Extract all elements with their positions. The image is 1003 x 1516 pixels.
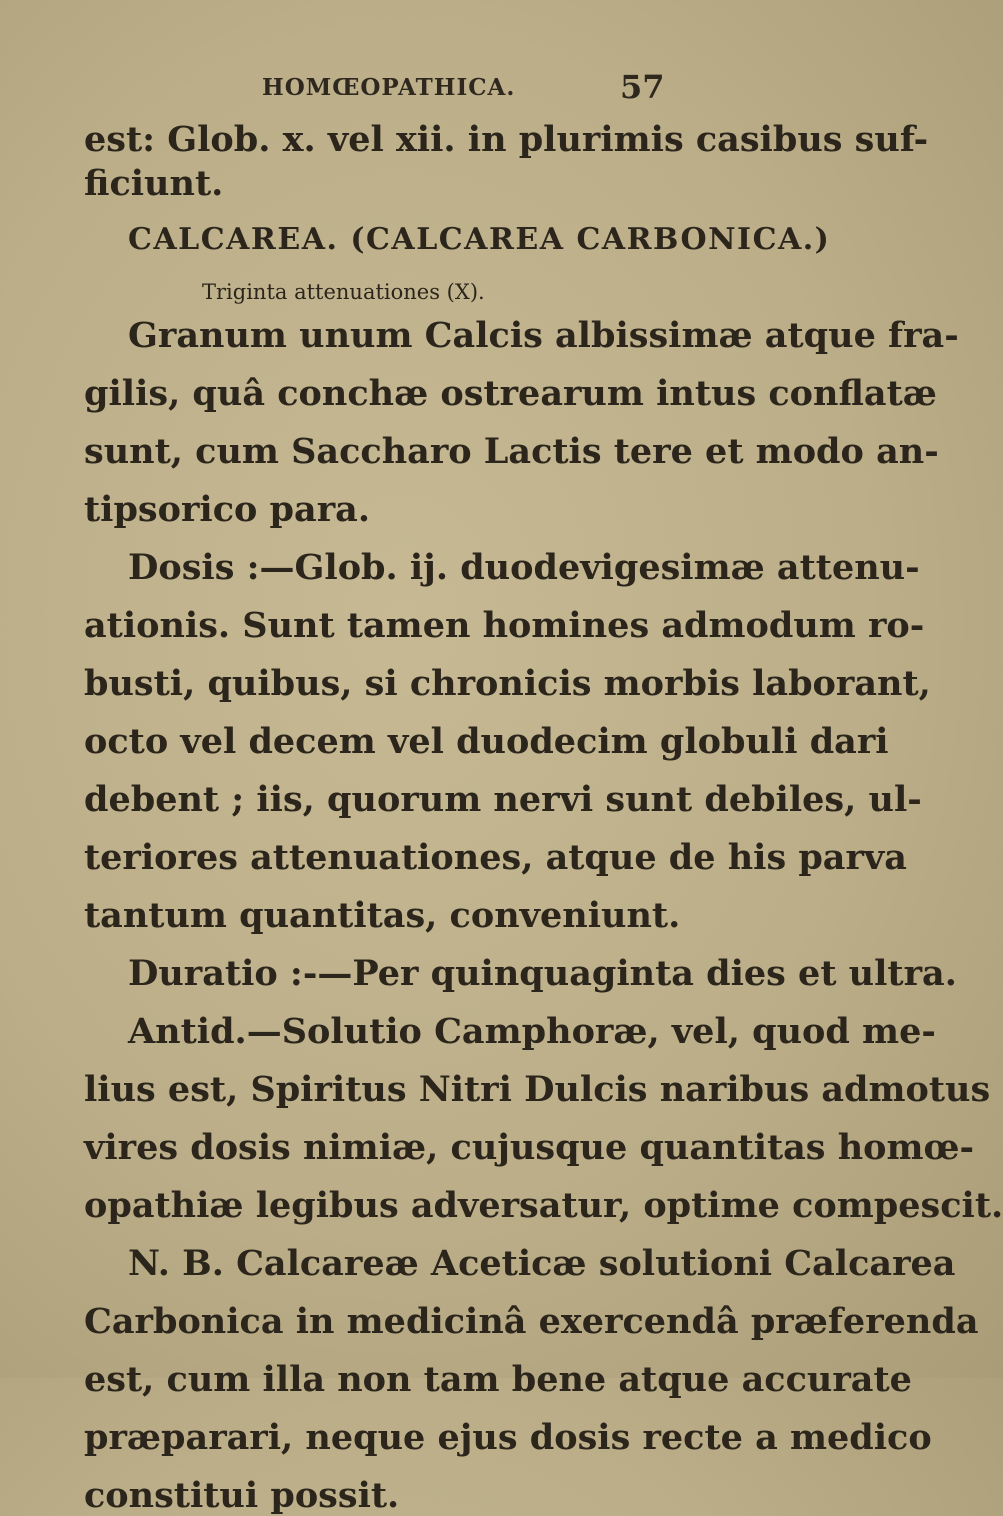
- text-line: tantum quantitas, conveniunt.: [84, 895, 681, 936]
- running-title: HOMŒOPATHICA.: [262, 74, 516, 101]
- page-number: 57: [620, 68, 665, 106]
- text-line: ficiunt.: [84, 163, 224, 204]
- text-line: opathiæ legibus adversatur, optime compescit.: [84, 1185, 1003, 1226]
- section-subheading: Triginta attenuationes (X).: [202, 280, 485, 304]
- text-line: N. B. Calcareæ Aceticæ solutioni Calcarea: [128, 1243, 956, 1284]
- section-heading: CALCAREA. (CALCAREA CARBONICA.): [128, 222, 831, 257]
- text-line: busti, quibus, si chronicis morbis laborant,: [84, 663, 931, 704]
- text-line: constitui possit.: [84, 1475, 400, 1516]
- text-line: lius est, Spiritus Nitri Dulcis naribus admotus: [84, 1069, 991, 1110]
- text-line: octo vel decem vel duodecim globuli dari: [84, 721, 889, 762]
- text-line: Duratio :-—Per quinquaginta dies et ultra.: [128, 953, 957, 994]
- text-line: Carbonica in medicinâ exercendâ præferenda: [84, 1301, 979, 1342]
- text-line: ationis. Sunt tamen homines admodum ro-: [84, 605, 925, 646]
- text-line: vires dosis nimiæ, cujusque quantitas homœ-: [84, 1127, 975, 1168]
- text-line: tipsorico para.: [84, 489, 371, 530]
- text-line: teriores attenuationes, atque de his parva: [84, 837, 907, 878]
- text-line: Granum unum Calcis albissimæ atque fra-: [128, 315, 959, 356]
- text-line: præparari, neque ejus dosis recte a medico: [84, 1417, 932, 1458]
- text-line: Antid.—Solutio Camphoræ, vel, quod me-: [128, 1011, 936, 1052]
- text-line: debent ; iis, quorum nervi sunt debiles, ul-: [84, 779, 922, 820]
- page-header: [0, 68, 800, 114]
- text-line: sunt, cum Saccharo Lactis tere et modo an-: [84, 431, 939, 472]
- text-line: gilis, quâ conchæ ostrearum intus conflatæ: [84, 373, 937, 414]
- text-line: Dosis :—Glob. ij. duodevigesimæ attenu-: [128, 547, 920, 588]
- text-line: est, cum illa non tam bene atque accurate: [84, 1359, 912, 1400]
- text-line: est: Glob. x. vel xii. in plurimis casibus suf-: [84, 119, 929, 160]
